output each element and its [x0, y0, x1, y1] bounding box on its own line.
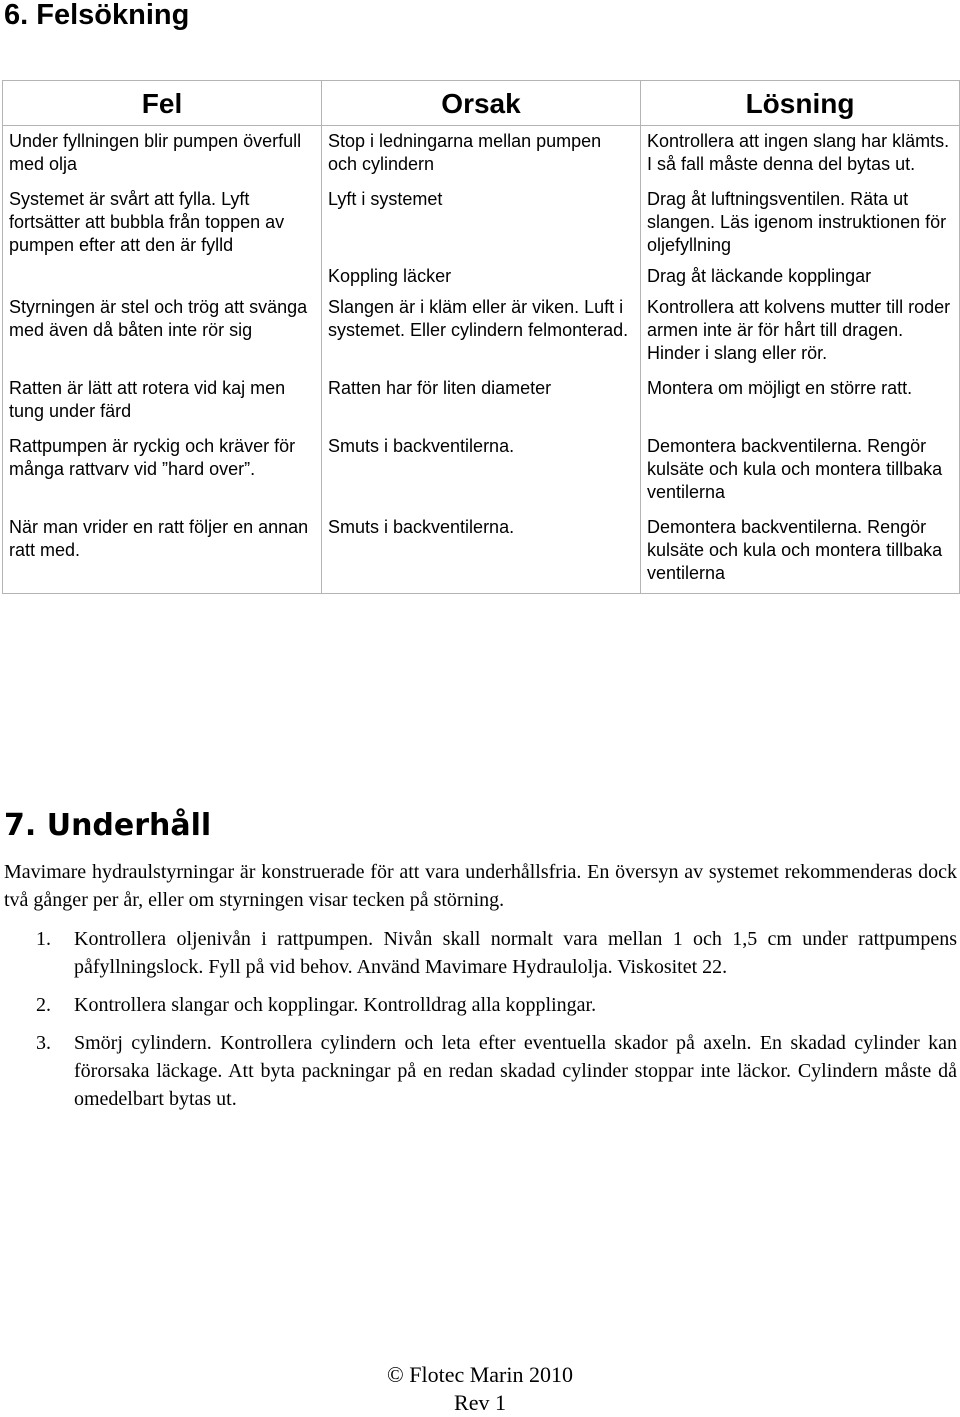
troubleshooting-table [2, 80, 960, 594]
cell-fel: Rattpumpen är ryckig och kräver för många rattvarv vid ”hard over”. [3, 431, 322, 512]
step-number: 3. [36, 1032, 51, 1054]
section-6-heading: 6. Felsökning [4, 0, 190, 31]
cell-fel: Under fyllningen blir pumpen överfull med olja [3, 126, 322, 185]
table-row [3, 292, 960, 373]
header-losning: Lösning [641, 81, 960, 126]
list-item [4, 925, 957, 981]
revision-label: Rev 1 [454, 1390, 506, 1415]
step-number: 2. [36, 994, 51, 1016]
step-text: Smörj cylindern. Kontrollera cylindern och leta efter eventuella skador på axeln. En skadad cylinder kan förorsaka läckage. Att byta packningar på en redan skadad cylinder stoppar inte läckor. Cylindern måste då omedelbart bytas ut. [74, 1032, 957, 1110]
header-orsak: Orsak [322, 81, 641, 126]
table-row [3, 126, 960, 185]
step-text: Kontrollera slangar och kopplingar. Kontrolldrag alla kopplingar. [74, 994, 597, 1016]
page-footer [0, 1361, 960, 1417]
step-text: Kontrollera oljenivån i rattpumpen. Nivån skall normalt vara mellan 1 och 1,5 cm under rattpumpens påfyllningslock. Fyll på vid behov. Använd Mavimare Hydraulolja. Viskositet 22. [74, 928, 957, 978]
table-row [3, 431, 960, 512]
maintenance-steps [4, 925, 957, 1123]
cell-losning: Drag åt läckande kopplingar [641, 261, 960, 292]
copyright-notice: © Flotec Marin 2010 [387, 1362, 573, 1387]
cell-orsak: Smuts i backventilerna. [322, 431, 641, 512]
table-row [3, 373, 960, 431]
table-header-row [3, 81, 960, 126]
table-row [3, 184, 960, 261]
cell-orsak: Lyft i systemet [322, 184, 641, 261]
cell-orsak: Ratten har för liten diameter [322, 373, 641, 431]
cell-losning: Drag åt luftningsventilen. Räta ut slangen. Läs igenom instruktionen för oljefyllning [641, 184, 960, 261]
cell-orsak: Stop i ledningarna mellan pumpen och cylindern [322, 126, 641, 185]
cell-fel: Systemet är svårt att fylla. Lyft fortsätter att bubbla från toppen av pumpen efter att den är fylld [3, 184, 322, 292]
cell-losning: Kontrollera att ingen slang har klämts. I så fall måste denna del bytas ut. [641, 126, 960, 185]
cell-orsak: Smuts i backventilerna. [322, 512, 641, 594]
cell-losning: Demontera backventilerna. Rengör kulsäte och kula och montera tillbaka ventilerna [641, 512, 960, 594]
cell-losning: Montera om möjligt en större ratt. [641, 373, 960, 431]
table-row [3, 512, 960, 594]
cell-orsak: Koppling läcker [322, 261, 641, 292]
list-item [4, 1029, 957, 1113]
cell-fel: När man vrider en ratt följer en annan ratt med. [3, 512, 322, 594]
cell-fel: Styrningen är stel och trög att svänga med även då båten inte rör sig [3, 292, 322, 373]
header-fel: Fel [3, 81, 322, 126]
maintenance-intro: Mavimare hydraulstyrningar är konstruerade för att vara underhållsfria. En översyn av systemet rekommenderas dock två gånger per år, eller om styrningen visar tecken på störning. [4, 861, 957, 911]
cell-orsak: Slangen är i kläm eller är viken. Luft i systemet. Eller cylindern felmonterad. [322, 292, 641, 373]
cell-fel: Ratten är lätt att rotera vid kaj men tung under färd [3, 373, 322, 431]
section-7-heading: 7. Underhåll [4, 808, 212, 843]
step-number: 1. [36, 928, 51, 950]
cell-losning: Demontera backventilerna. Rengör kulsäte och kula och montera tillbaka ventilerna [641, 431, 960, 512]
list-item [4, 991, 957, 1019]
cell-losning: Kontrollera att kolvens mutter till roder armen inte är för hårt till dragen. Hinder i slang eller rör. [641, 292, 960, 373]
